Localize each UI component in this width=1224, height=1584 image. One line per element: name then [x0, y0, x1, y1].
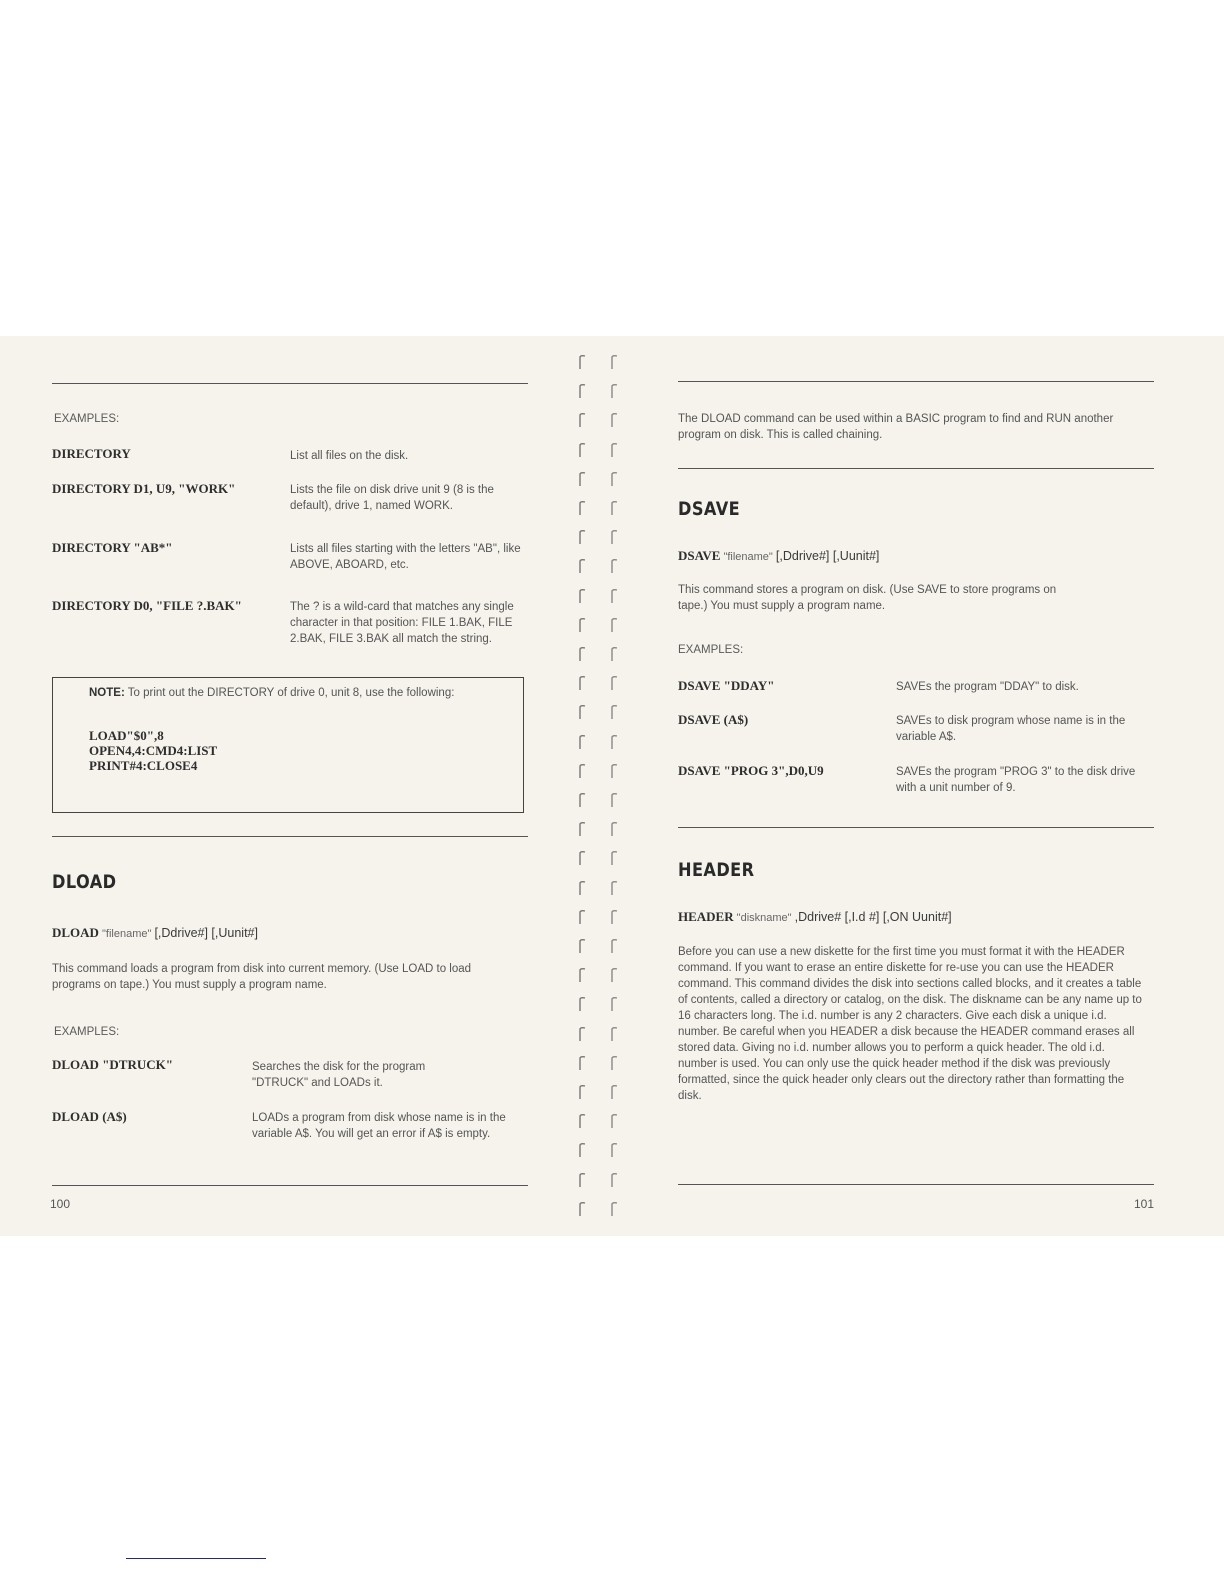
- example-desc: SAVEs the program "PROG 3" to the disk drive with a unit number of 9.: [896, 766, 1136, 794]
- examples-label: EXAMPLES:: [54, 413, 120, 425]
- page-number: 100: [50, 1197, 71, 1211]
- section-rule: [52, 836, 528, 837]
- binding-ring-icon: [610, 617, 620, 633]
- top-rule: [52, 383, 528, 384]
- binding-ring-icon: [610, 1172, 620, 1188]
- binding-ring-icon: [610, 909, 620, 925]
- footnote-rule: [126, 1558, 266, 1559]
- note-code-line: PRINT#4:CLOSE4: [89, 758, 198, 773]
- dload-description: This command loads a program from disk into current memory. (Use LOAD to load programs on tape.) You must supply a program name.: [52, 963, 472, 991]
- bottom-rule: [52, 1185, 528, 1186]
- binding-ring-icon: [578, 1084, 588, 1100]
- book-spread: [0, 336, 1224, 1236]
- example-term: DIRECTORY D1, U9, "WORK": [52, 481, 236, 496]
- binding-ring-icon: [578, 471, 588, 487]
- example-desc: Searches the disk for the program "DTRUCK" and LOADs it.: [252, 1061, 426, 1089]
- binding-ring-icon: [578, 383, 588, 399]
- example-desc: Lists the file on disk drive unit 9 (8 is the default), drive 1, named WORK.: [290, 484, 494, 512]
- binding-ring-icon: [610, 588, 620, 604]
- syntax-keyword: DLOAD: [52, 925, 99, 940]
- binding-ring-icon: [610, 1026, 620, 1042]
- binding-ring-icon: [610, 967, 620, 983]
- binding-ring-icon: [610, 354, 620, 370]
- binding-ring-icon: [578, 734, 588, 750]
- example-desc: SAVEs the program "DDAY" to disk.: [896, 681, 1079, 693]
- example-desc: SAVEs to disk program whose name is in the variable A$.: [896, 715, 1126, 743]
- binding-ring-icon: [578, 1201, 588, 1217]
- binding-ring-icon: [578, 996, 588, 1012]
- page-number: 101: [1133, 1197, 1154, 1211]
- binding-ring-icon: [578, 880, 588, 896]
- example-term: DLOAD (A$): [52, 1109, 127, 1124]
- header-heading: HEADER: [678, 859, 755, 881]
- binding-ring-icon: [610, 500, 620, 516]
- header-description: Before you can use a new diskette for the first time you must format it with the HEADER command. If you want to erase an entire diskette for re-use you can use the HEADER command. This command divides the disk into sections called blocks, and it creates a table of contents, called a directory or catalog, on the disk. The diskname can be any name up to 16 characters long. The i.d. number is any 2 characters. Give each disk a unique i.d. number. Be careful when you HEADER a disk because the HEADER command erases all stored data. Giving no i.d. number allows you to perform a quick header. The old i.d. number is used. You can only use the quick header method if the disk was previously formatted, since the quick header only clears out the directory rather than formatting the disk.: [678, 946, 1142, 1102]
- binding-ring-icon: [610, 1201, 620, 1217]
- binding-ring-icon: [578, 617, 588, 633]
- binding-ring-icon: [578, 442, 588, 458]
- binding-ring-icon: [578, 792, 588, 808]
- binding-ring-icon: [578, 646, 588, 662]
- syntax-options: ,Ddrive# [,I.d #] [,ON Uunit#]: [794, 910, 952, 924]
- binding-ring-icon: [578, 1055, 588, 1071]
- section-rule: [678, 468, 1154, 469]
- note-body: To print out the DIRECTORY of drive 0, unit 8, use the following:: [124, 687, 455, 699]
- note-text: [89, 685, 499, 701]
- spiral-binding: [560, 336, 640, 1236]
- note-code-line: OPEN4,4:CMD4:LIST: [89, 743, 218, 758]
- example-term: DIRECTORY "AB*": [52, 540, 173, 555]
- note-code-block: [89, 728, 217, 773]
- binding-ring-icon: [610, 675, 620, 691]
- note-code-line: LOAD"$0",8: [89, 728, 164, 743]
- dsave-description: This command stores a program on disk. (Use SAVE to store programs on tape.) You must supply a program name.: [678, 584, 1057, 612]
- binding-ring-icon: [578, 967, 588, 983]
- binding-ring-icon: [578, 500, 588, 516]
- binding-ring-icon: [578, 763, 588, 779]
- note-box: [52, 677, 524, 813]
- binding-ring-icon: [610, 1113, 620, 1129]
- example-term: DLOAD "DTRUCK": [52, 1057, 173, 1072]
- binding-ring-icon: [610, 442, 620, 458]
- syntax-options: [,Ddrive#] [,Uunit#]: [154, 926, 258, 940]
- binding-ring-icon: [578, 938, 588, 954]
- binding-ring-icon: [610, 938, 620, 954]
- binding-ring-icon: [578, 1142, 588, 1158]
- binding-ring-icon: [578, 558, 588, 574]
- example-term: DIRECTORY D0, "FILE ?.BAK": [52, 598, 242, 613]
- example-desc: Lists all files starting with the letters "AB", like ABOVE, ABOARD, etc.: [290, 543, 521, 571]
- binding-ring-icon: [610, 1142, 620, 1158]
- binding-ring-icon: [610, 412, 620, 428]
- binding-ring-icon: [578, 1026, 588, 1042]
- binding-ring-icon: [610, 704, 620, 720]
- example-term: DIRECTORY: [52, 446, 131, 461]
- binding-ring-icon: [610, 850, 620, 866]
- binding-ring-icon: [578, 909, 588, 925]
- top-rule: [678, 381, 1154, 382]
- binding-ring-icon: [610, 821, 620, 837]
- binding-ring-icon: [610, 471, 620, 487]
- dload-syntax: [52, 925, 258, 941]
- binding-ring-icon: [610, 792, 620, 808]
- binding-ring-icon: [610, 529, 620, 545]
- left-page: [52, 336, 528, 1236]
- binding-ring-icon: [610, 763, 620, 779]
- binding-ring-icon: [610, 996, 620, 1012]
- example-desc: List all files on the disk.: [290, 450, 409, 462]
- dsave-heading: DSAVE: [678, 498, 741, 520]
- note-head: NOTE:: [89, 687, 125, 699]
- syntax-argument: "filename": [720, 551, 776, 563]
- header-syntax: [678, 909, 952, 925]
- binding-ring-icon: [610, 1055, 620, 1071]
- binding-ring-icon: [578, 704, 588, 720]
- bottom-rule: [678, 1184, 1154, 1185]
- example-desc: LOADs a program from disk whose name is in the variable A$. You will get an error if A$ is empty.: [252, 1112, 506, 1140]
- binding-ring-icon: [578, 821, 588, 837]
- binding-ring-icon: [578, 675, 588, 691]
- binding-ring-icon: [578, 412, 588, 428]
- example-term: DSAVE (A$): [678, 712, 749, 727]
- binding-ring-icon: [578, 1172, 588, 1188]
- dload-heading: DLOAD: [52, 871, 117, 893]
- binding-ring-icon: [578, 529, 588, 545]
- example-term: DSAVE "DDAY": [678, 678, 775, 693]
- binding-ring-icon: [578, 354, 588, 370]
- syntax-keyword: DSAVE: [678, 548, 721, 563]
- binding-ring-icon: [610, 734, 620, 750]
- example-term: DSAVE "PROG 3",D0,U9: [678, 763, 824, 778]
- binding-ring-icon: [610, 880, 620, 896]
- syntax-argument: "filename": [98, 928, 155, 940]
- right-page: [678, 336, 1154, 1236]
- example-desc: The ? is a wild-card that matches any single character in that position: FILE 1.BAK, FILE 2.BAK, FILE 3.BAK all match the string.: [290, 601, 514, 645]
- syntax-keyword: HEADER: [678, 909, 734, 924]
- binding-ring-icon: [578, 850, 588, 866]
- section-rule: [678, 827, 1154, 828]
- intro-paragraph: The DLOAD command can be used within a BASIC program to find and RUN another program on disk. This is called chaining.: [678, 413, 1114, 441]
- binding-ring-icon: [610, 646, 620, 662]
- binding-ring-icon: [578, 1113, 588, 1129]
- syntax-options: [,Ddrive#] [,Uunit#]: [775, 549, 880, 563]
- binding-ring-icon: [610, 558, 620, 574]
- binding-ring-icon: [578, 588, 588, 604]
- examples-label: EXAMPLES:: [54, 1026, 120, 1038]
- binding-ring-icon: [610, 383, 620, 399]
- syntax-argument: "diskname": [733, 912, 795, 924]
- dsave-syntax: [678, 548, 879, 564]
- binding-ring-icon: [610, 1084, 620, 1100]
- examples-label: EXAMPLES:: [678, 644, 744, 656]
